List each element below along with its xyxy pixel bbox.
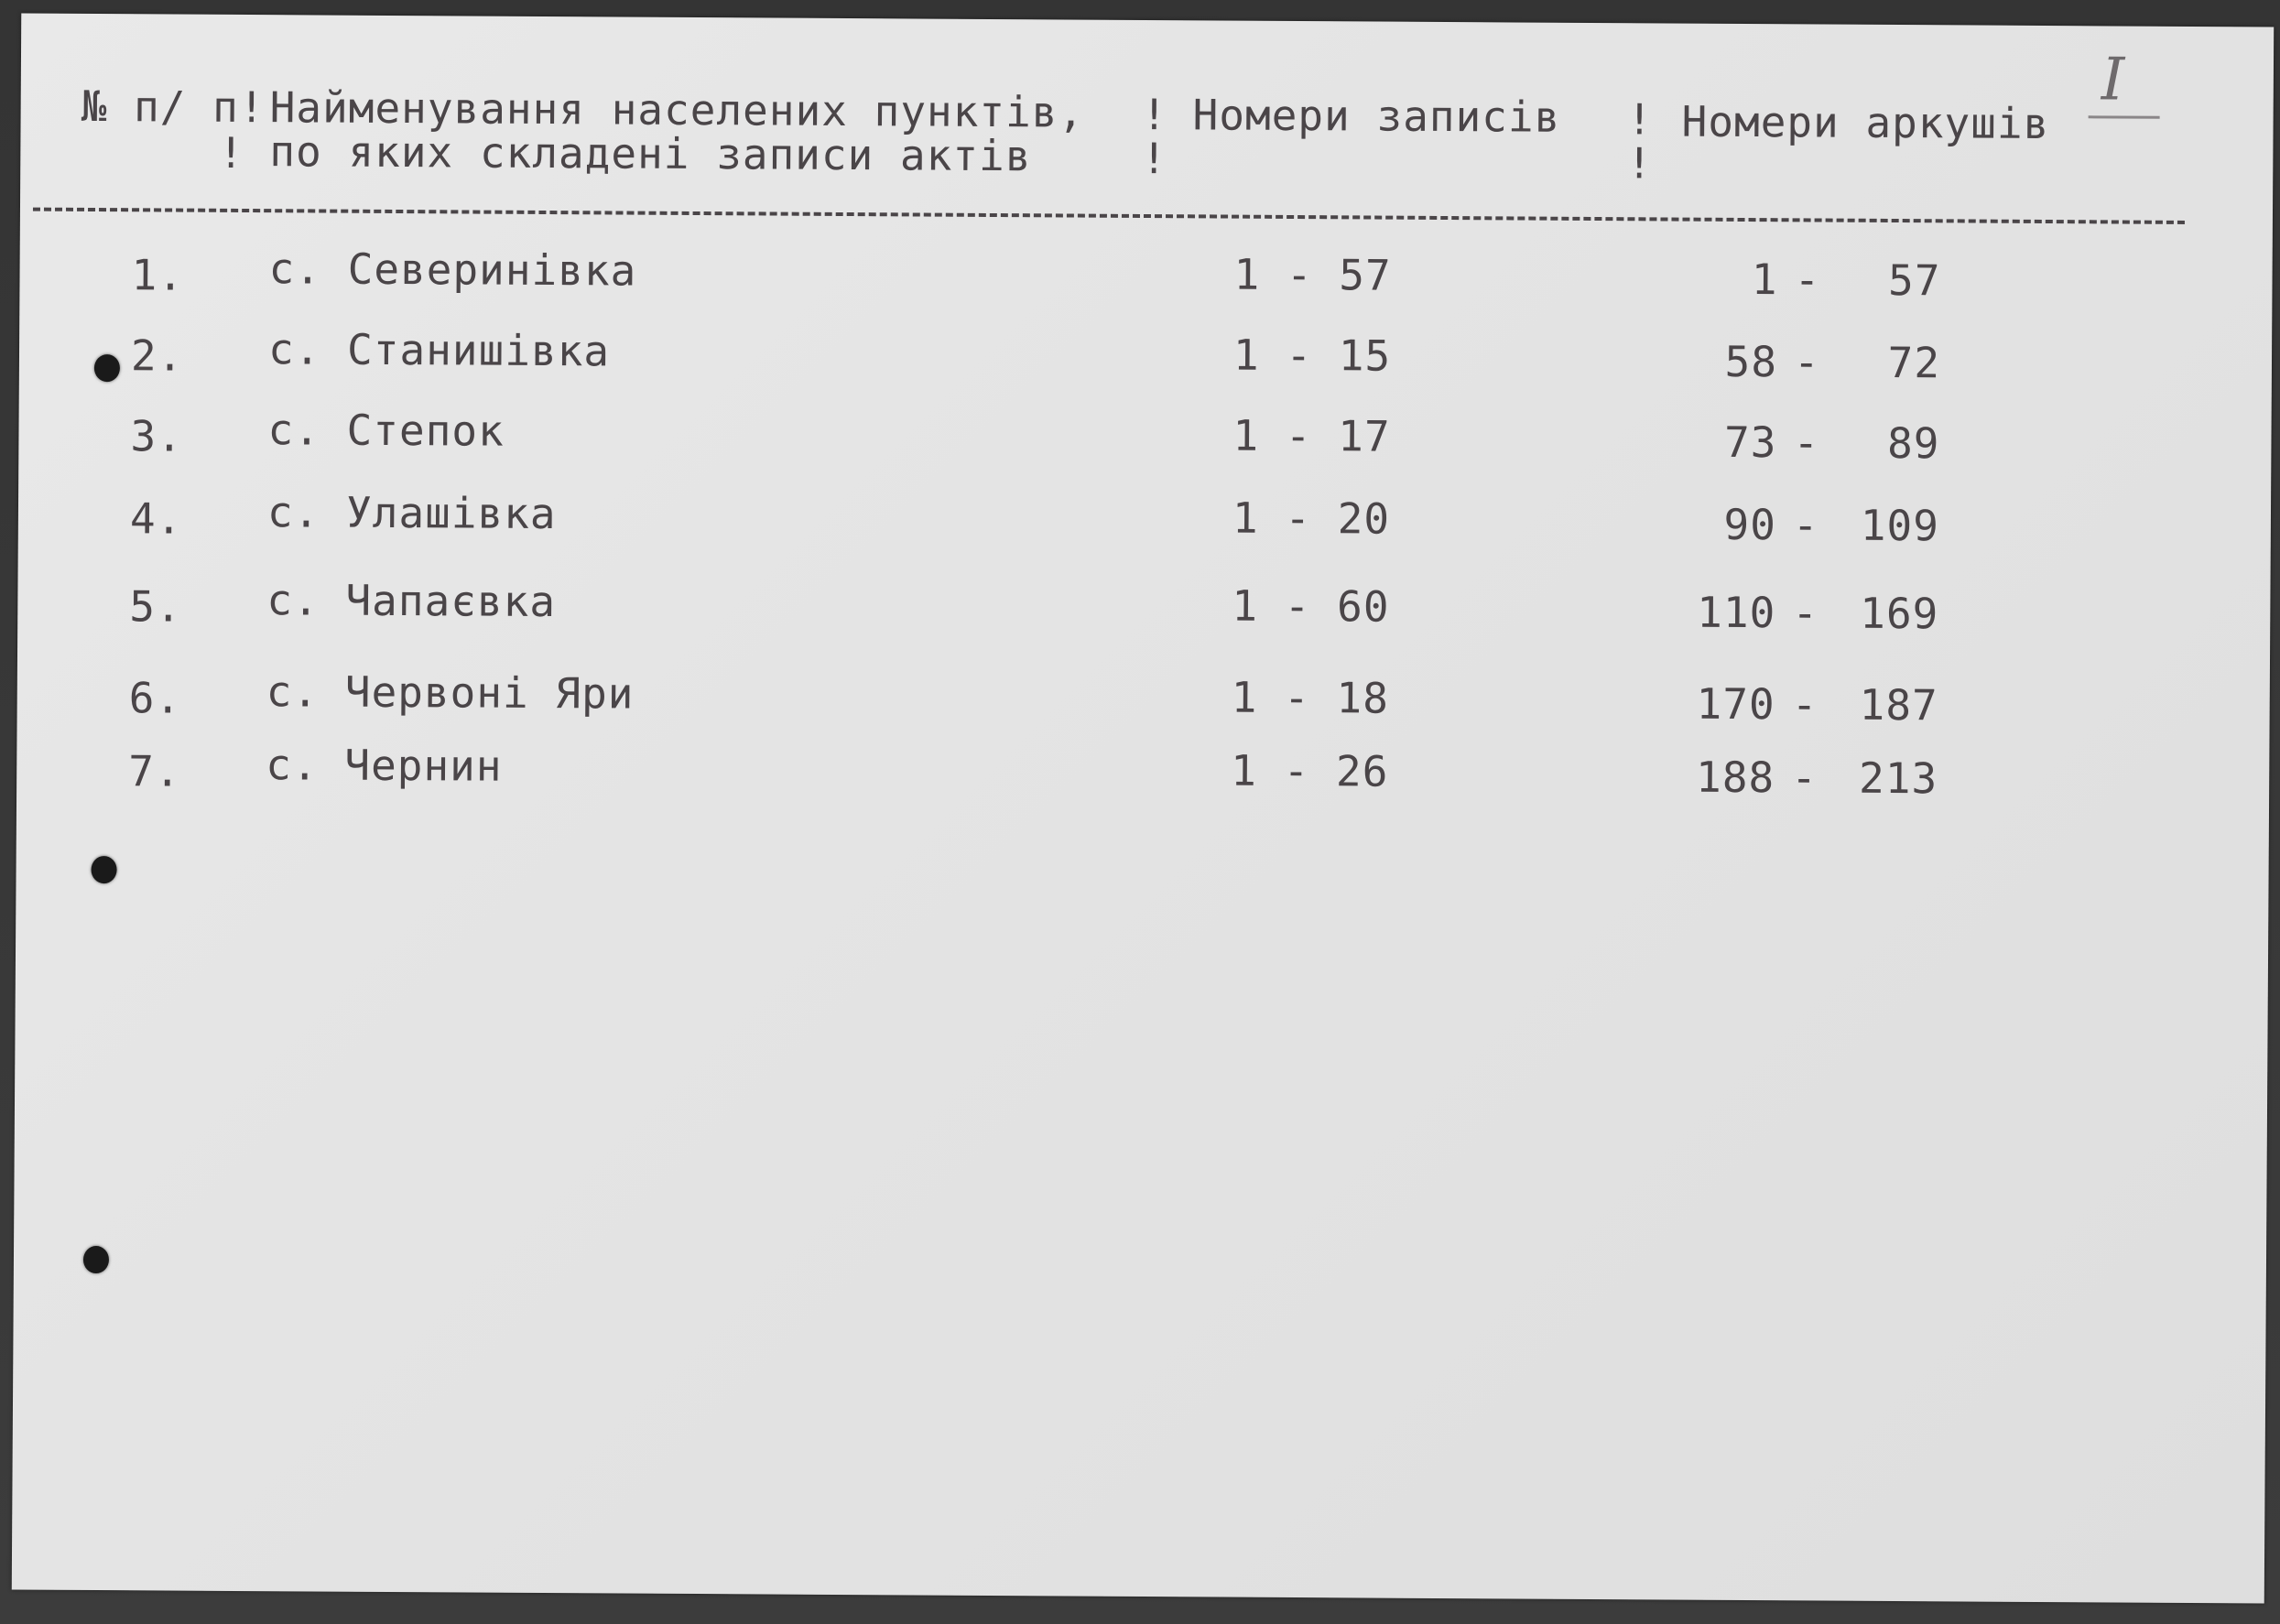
sheet-range-to: 72 (1887, 337, 1941, 388)
sheet-number: I (2101, 46, 2125, 114)
binder-hole (91, 856, 116, 883)
record-range: 1 - 18 (1231, 672, 1390, 723)
sheet-range-dash: - (1791, 752, 1819, 803)
row-number: 5. (129, 581, 182, 632)
record-range: 1 - 15 (1232, 330, 1392, 381)
sheet-range-from: 90 (1723, 499, 1777, 550)
sheet-range-from: 170 (1696, 678, 1775, 730)
settlement-name: с. Улашівка (266, 487, 557, 539)
record-range: 1 - 60 (1232, 580, 1390, 632)
sheet-range-from: 58 (1724, 336, 1778, 387)
binder-hole (83, 1246, 109, 1273)
row-number: 3. (130, 411, 184, 461)
sheet-range-dash: - (1792, 500, 1819, 550)
row-number: 6. (128, 673, 182, 723)
row-number: 7. (128, 746, 181, 796)
document-sheet (12, 14, 2274, 1604)
settlement-name: с. Станишівка (267, 324, 611, 376)
sheet-range-from: 1 (1751, 254, 1778, 305)
header-separator-2a: ! (1626, 94, 1654, 145)
row-number: 2. (130, 330, 184, 381)
record-range: 1 - 57 (1233, 249, 1392, 300)
header-number-label: № п/ п! (81, 81, 266, 133)
sheet-range-from: 188 (1695, 752, 1775, 803)
sheet-range-dash: - (1793, 417, 1820, 468)
sheet-range-from: 110 (1697, 587, 1776, 638)
sheet-range-to: 57 (1887, 254, 1941, 306)
sheet-range-dash: - (1794, 254, 1821, 305)
header-separator-2b: ! (1626, 138, 1654, 189)
header-record-numbers: Номери записів (1192, 90, 1561, 142)
record-range: 1 - 20 (1232, 493, 1391, 544)
sheet-range-dash: - (1791, 679, 1819, 730)
sheet-range-to: 213 (1858, 752, 1938, 804)
sheet-range-to: 187 (1859, 679, 1938, 731)
row-number: 1. (131, 250, 185, 300)
header-sheet-numbers: Номери аркушів (1681, 96, 2050, 149)
header-settlement-name-line1: Найменування населених пунктів, (269, 82, 1085, 137)
header-number-separator: ! (218, 127, 245, 178)
sheet-range-to: 169 (1860, 588, 1939, 639)
header-separator-1b: ! (1141, 133, 1168, 184)
sheet-range-from: 73 (1723, 417, 1777, 468)
settlement-name: с. Северинівка (268, 244, 637, 296)
binder-hole (94, 354, 120, 382)
settlement-name: с. Чернин (266, 740, 503, 791)
record-range: 1 - 26 (1231, 745, 1389, 796)
header-settlement-name-line2: по яких складені записи актів (269, 126, 1032, 181)
sheet-range-dash: - (1792, 588, 1819, 638)
header-dashed-rule (33, 208, 2185, 224)
row-number: 4. (129, 493, 183, 544)
sheet-range-to: 109 (1860, 500, 1940, 551)
sheet-range-dash: - (1793, 337, 1820, 387)
sheet-number-underline (2089, 115, 2160, 118)
record-range: 1 - 17 (1232, 410, 1391, 461)
sheet-range-to: 89 (1886, 417, 1940, 469)
settlement-name: с. Степок (267, 405, 505, 456)
settlement-name: с. Червоні Яри (266, 666, 635, 719)
header-separator-1a: ! (1141, 89, 1168, 140)
settlement-name: с. Чапаєвка (266, 575, 557, 627)
